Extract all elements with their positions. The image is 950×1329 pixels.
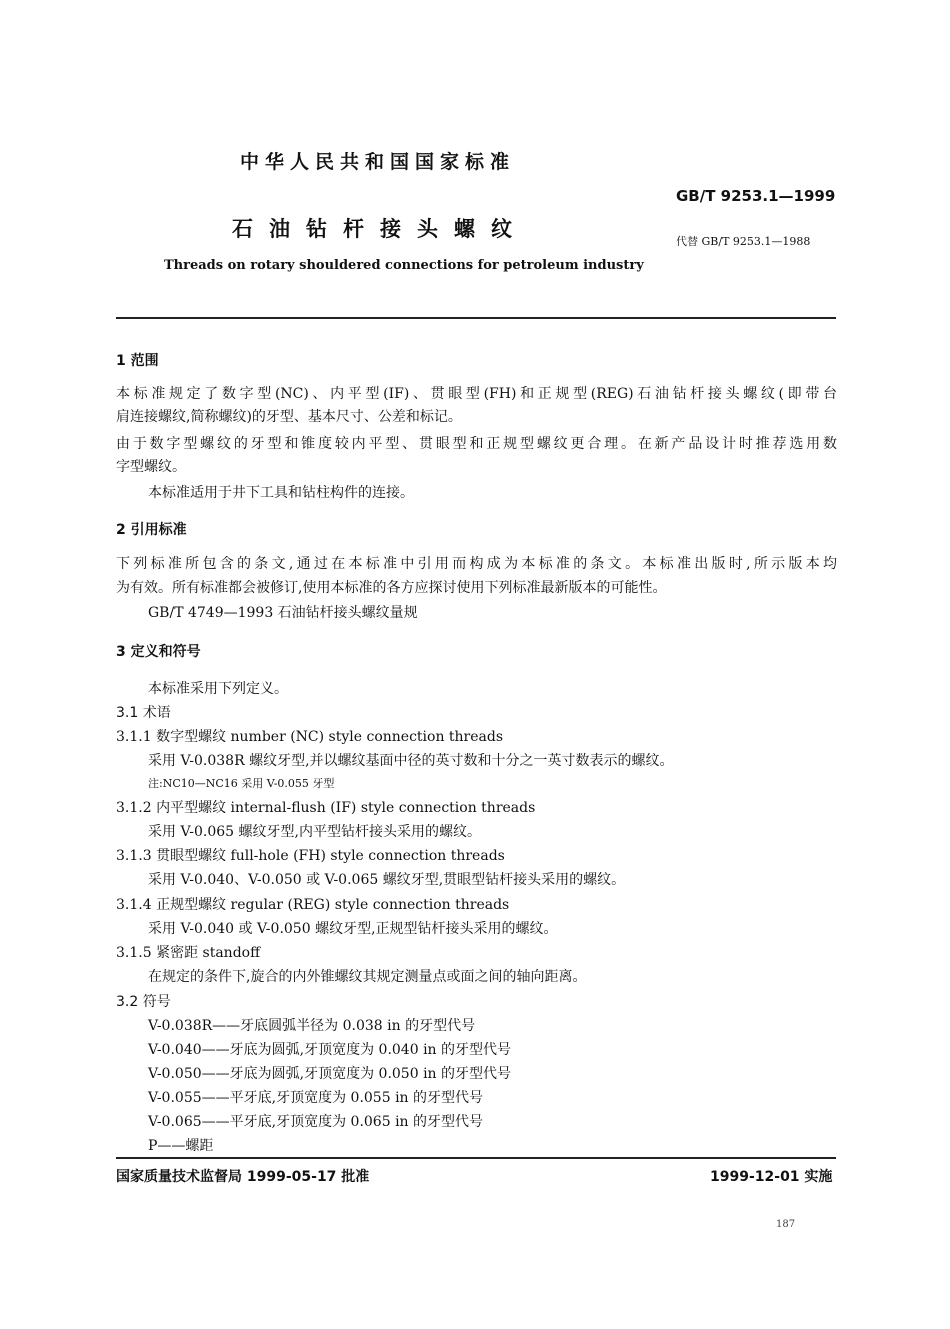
term-3-1-3: 3.1.3 贯眼型螺纹 full-hole (FH) style connection threads xyxy=(116,848,505,864)
section-2-para-line-1: 下列标准所包含的条文,通过在本标准中引用而构成为本标准的条文。本标准出版时,所示版本均 xyxy=(116,556,837,572)
section-1-para-2-line-1: 由于数字型螺纹的牙型和锥度较内平型、贯眼型和正规型螺纹更合理。在新产品设计时推荐选用数 xyxy=(116,436,837,452)
symbol-v-0-040: V-0.040——牙底为圆弧,牙顶宽度为 0.040 in 的牙型代号 xyxy=(148,1042,512,1058)
document-title-zh: 石油钻杆接头螺纹 xyxy=(232,217,528,241)
term-3-1-5: 3.1.5 紧密距 standoff xyxy=(116,945,261,961)
section-1-para-3: 本标准适用于井下工具和钻柱构件的连接。 xyxy=(148,485,414,501)
term-3-1-5-definition: 在规定的条件下,旋合的内外锥螺纹其规定测量点或面之间的轴向距离。 xyxy=(148,969,587,985)
section-3-1-heading: 3.1 术语 xyxy=(116,705,171,721)
section-2-para-line-2: 为有效。所有标准都会被修订,使用本标准的各方应探讨使用下列标准最新版本的可能性。 xyxy=(116,580,667,596)
approval-date: 国家质量技术监督局 1999-05-17 批准 xyxy=(116,1169,370,1185)
term-3-1-4-definition: 采用 V-0.040 或 V-0.050 螺纹牙型,正规型钻杆接头采用的螺纹。 xyxy=(148,921,558,937)
section-2-heading: 2 引用标准 xyxy=(116,522,187,538)
term-3-1-2-definition: 采用 V-0.065 螺纹牙型,内平型钻杆接头采用的螺纹。 xyxy=(148,824,481,840)
term-3-1-4: 3.1.4 正规型螺纹 regular (REG) style connection threads xyxy=(116,897,510,913)
symbol-v-0-050: V-0.050——牙底为圆弧,牙顶宽度为 0.050 in 的牙型代号 xyxy=(148,1066,512,1082)
footer-rule xyxy=(116,1157,836,1159)
header-rule xyxy=(116,317,836,319)
section-3-2-heading: 3.2 符号 xyxy=(116,994,171,1010)
document-title-en: Threads on rotary shouldered connections for petroleum industry xyxy=(164,258,644,273)
symbol-p: P——螺距 xyxy=(148,1138,214,1154)
symbol-v-0-038r: V-0.038R——牙底圆弧半径为 0.038 in 的牙型代号 xyxy=(148,1018,476,1034)
section-1-para-2-line-2: 字型螺纹。 xyxy=(116,459,186,475)
replaces-standard: 代替 GB/T 9253.1—1988 xyxy=(676,235,811,248)
national-standard-title: 中华人民共和国国家标准 xyxy=(240,151,516,173)
section-2-reference: GB/T 4749—1993 石油钻杆接头螺纹量规 xyxy=(148,605,418,621)
section-3-intro: 本标准采用下列定义。 xyxy=(148,681,288,697)
section-1-para-1-line-2: 肩连接螺纹,简称螺纹)的牙型、基本尺寸、公差和标记。 xyxy=(116,409,462,425)
section-1-para-1-line-1: 本标准规定了数字型(NC)、内平型(IF)、贯眼型(FH)和正规型(REG)石油钻杆接头螺纹(即带台 xyxy=(116,386,837,402)
term-3-1-1-definition: 采用 V-0.038R 螺纹牙型,并以螺纹基面中径的英寸数和十分之一英寸数表示的螺纹。 xyxy=(148,753,674,769)
term-3-1-1: 3.1.1 数字型螺纹 number (NC) style connection threads xyxy=(116,729,504,745)
page-number: 187 xyxy=(776,1219,796,1230)
effective-date: 1999-12-01 实施 xyxy=(710,1169,833,1185)
term-3-1-1-note: 注:NC10—NC16 采用 V-0.055 牙型 xyxy=(148,777,335,790)
term-3-1-3-definition: 采用 V-0.040、V-0.050 或 V-0.065 螺纹牙型,贯眼型钻杆接头采用的螺纹。 xyxy=(148,872,626,888)
symbol-v-0-065: V-0.065——平牙底,牙顶宽度为 0.065 in 的牙型代号 xyxy=(148,1114,484,1130)
standard-code: GB/T 9253.1—1999 xyxy=(676,187,836,205)
section-3-heading: 3 定义和符号 xyxy=(116,644,201,660)
symbol-v-0-055: V-0.055——平牙底,牙顶宽度为 0.055 in 的牙型代号 xyxy=(148,1090,484,1106)
section-1-heading: 1 范围 xyxy=(116,353,159,369)
term-3-1-2: 3.1.2 内平型螺纹 internal-flush (IF) style connection threads xyxy=(116,800,536,816)
